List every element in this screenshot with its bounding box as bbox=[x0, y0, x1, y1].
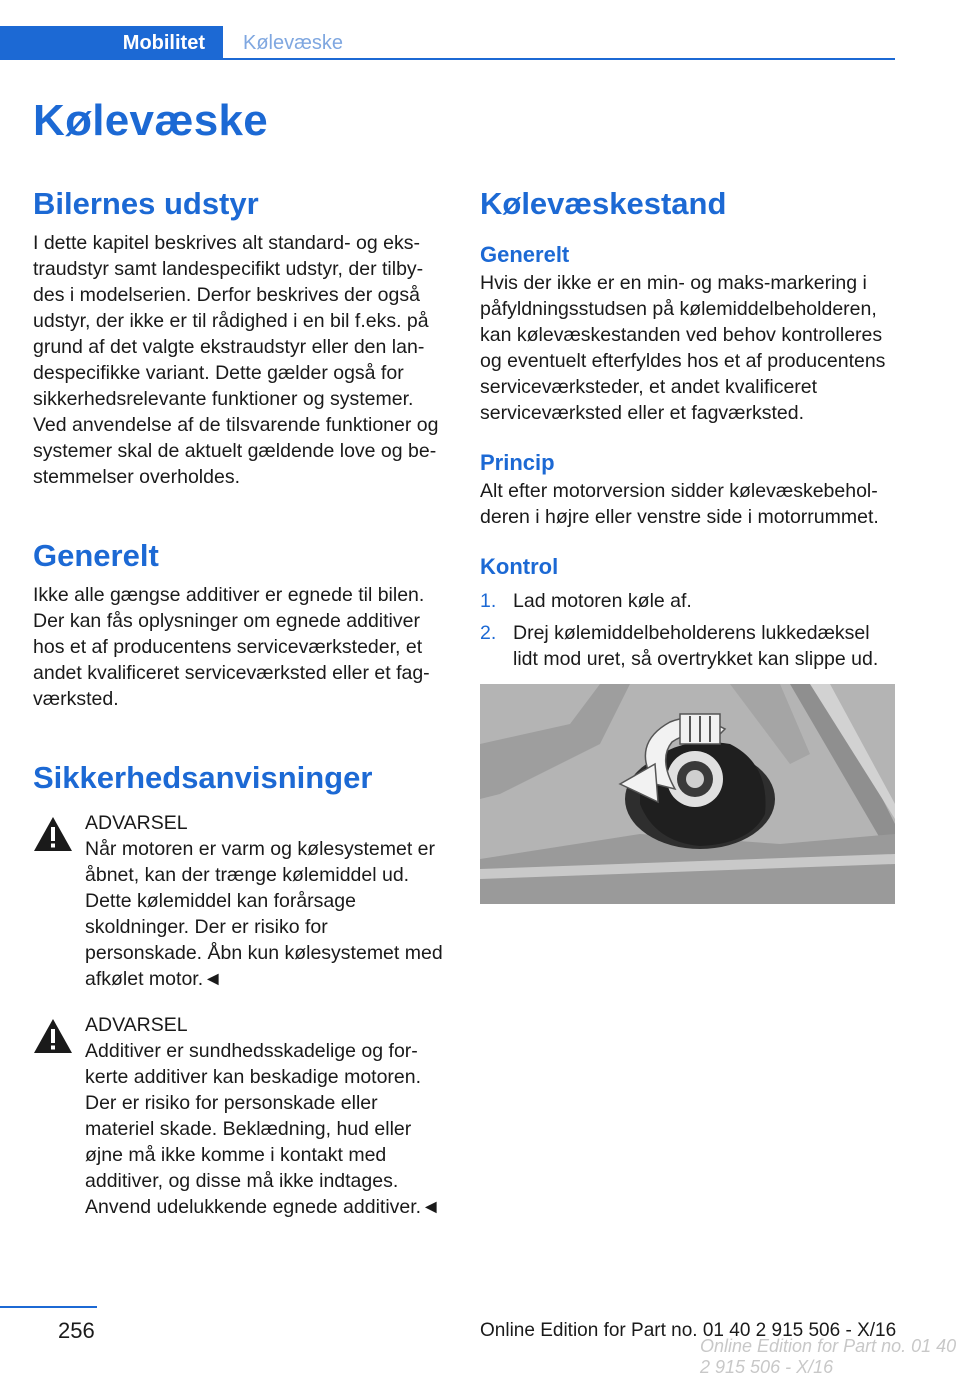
warning-triangle-icon bbox=[33, 1018, 73, 1054]
warning-text-content: Når motoren er varm og kølesystemet er åbnet, kan der trænge kølemiddel ud. Dette kølemiddel kan forårsage skoldninger. Der er risiko for personskade. Åbn kun kølesystemet med afkølet motor.◄ bbox=[85, 838, 443, 990]
control-steps bbox=[480, 588, 895, 672]
heading-general: Generelt bbox=[33, 538, 159, 573]
breadcrumb-page-tab[interactable]: Kølevæske bbox=[243, 31, 344, 54]
heading-coolant-level: Kølevæskestand bbox=[480, 186, 727, 221]
warning-block-1 bbox=[33, 810, 448, 992]
footer-divider bbox=[0, 1306, 97, 1308]
step-text: Lad motoren køle af. bbox=[513, 590, 692, 612]
list-item bbox=[480, 620, 895, 672]
heading-safety: Sikkerhedsanvisninger bbox=[33, 760, 373, 795]
warning-label: ADVARSEL bbox=[85, 1014, 188, 1036]
paragraph-equipment: I dette kapitel beskrives alt standard- og ekstraudstyr samt landespecifikt udstyr, der tilbydes i modelserien. Derfor beskrives der også udstyr, der ikke er til rådighed i en bil f.eks. på grund af det valgte ekstraudstyr eller den landespecifikke variant. Dette gælder også for sikkerhedsrelevante funktioner og systemer. Ved anvendelse af de tilsvarende funktioner og systemer skal de aktuelt gældende love og bestemmelser overholdes. bbox=[33, 232, 439, 488]
list-item bbox=[480, 588, 895, 614]
warning-triangle-icon bbox=[33, 816, 73, 852]
footer-watermark: Online Edition for Part no. 01 40 2 915 506 - X/16 bbox=[700, 1336, 957, 1377]
page-title: Kølevæske bbox=[33, 96, 269, 145]
warning-text bbox=[85, 836, 448, 992]
warning-label: ADVARSEL bbox=[85, 812, 188, 834]
page-number: 256 bbox=[58, 1318, 95, 1343]
step-text: Drej kølemiddelbeholderens lukkedæksel lidt mod uret, så overtrykket kan slippe ud. bbox=[513, 622, 879, 670]
step-number: 1. bbox=[480, 590, 497, 612]
step-number: 2. bbox=[480, 622, 497, 644]
header-divider bbox=[223, 58, 895, 60]
header-bar bbox=[0, 26, 895, 62]
coolant-cap-illustration bbox=[480, 684, 895, 904]
heading-equipment: Bilernes udstyr bbox=[33, 186, 259, 221]
warning-text bbox=[85, 1038, 448, 1220]
heading-principle: Princip bbox=[480, 450, 555, 475]
coolant-reservoir-photo bbox=[480, 684, 895, 904]
paragraph-right-general: Hvis der ikke er en min- og maks-markering i påfyldningsstudsen på kølemiddelbeholderen, kan kølevæskestanden ved behov kontrolleres og eventuelt efterfyldes hos et af producentens serviceværksteder, et andet kvalificeret serviceværksted eller et fagværksted. bbox=[480, 272, 886, 424]
footer-edition: Online Edition for Part no. 01 40 2 915 506 - X/16 bbox=[480, 1320, 897, 1341]
right-column bbox=[480, 184, 895, 904]
warning-block-2 bbox=[33, 1012, 448, 1220]
paragraph-principle: Alt efter motorversion sidder kølevæskebeholderen i højre eller venstre side i motorrummet. bbox=[480, 480, 879, 528]
paragraph-general: Ikke alle gængse additiver er egnede til bilen. Der kan fås oplysninger om egnede additiver hos et af producentens serviceværksteder, et andet kvalificeret serviceværksted eller et fagværksted. bbox=[33, 584, 430, 710]
heading-right-general: Generelt bbox=[480, 242, 570, 267]
warning-text-content: Additiver er sundhedsskadelige og forkerte additiver kan beskadige motoren. Der er risiko for personskade eller materiel skade. Beklædning, hud eller øjne må ikke komme i kontakt med additiver, og disse må ikke indtages. Anvend udelukkende egnede additiver.◄ bbox=[85, 1040, 441, 1218]
left-column bbox=[33, 184, 448, 1220]
heading-control: Kontrol bbox=[480, 554, 559, 579]
breadcrumb-section-tab[interactable]: Mobilitet bbox=[0, 26, 223, 60]
